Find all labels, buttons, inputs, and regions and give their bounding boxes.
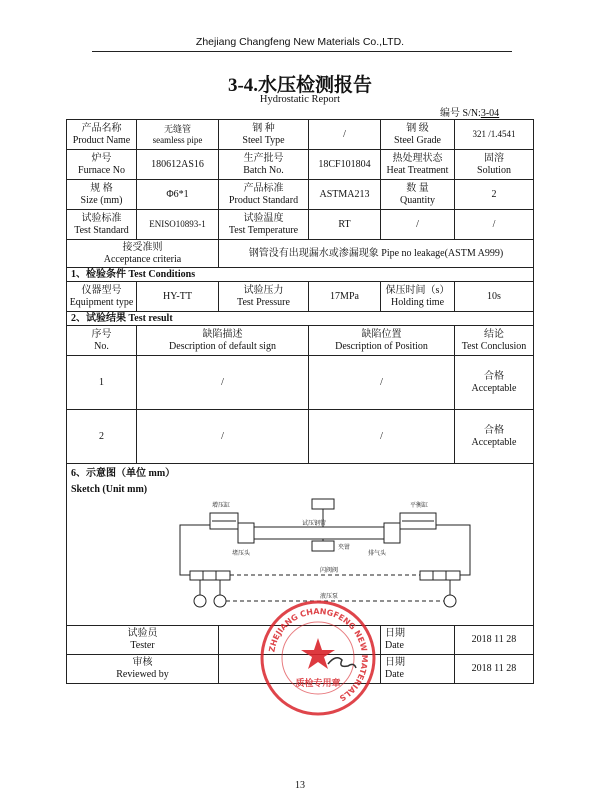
inspection-stamp	[258, 598, 378, 718]
result-position: /	[309, 356, 455, 410]
value-pressure: 17MPa	[309, 282, 381, 312]
serial-number	[440, 104, 499, 119]
info-row	[67, 120, 534, 150]
serial-label: 编号 S/N:	[440, 108, 481, 119]
test-pipe	[254, 527, 384, 539]
label-test-standard: 试验标准 Test Standard	[67, 210, 137, 240]
result-description: /	[137, 356, 309, 410]
left-pump	[194, 595, 206, 607]
right-cylinder-label: 平衡缸	[410, 502, 429, 509]
label-date: 日期 Date	[381, 626, 455, 655]
acceptance-label: 接受准则 Acceptance criteria	[67, 240, 219, 268]
value-product-name: 无缝管 seamless pipe	[137, 120, 219, 150]
header-description: 缺陷描述 Description of default sign	[137, 326, 309, 356]
left-pipe-line	[180, 525, 210, 575]
value-test-temperature: RT	[309, 210, 381, 240]
result-no: 1	[67, 356, 137, 410]
value-size: Φ6*1	[137, 180, 219, 210]
table-row	[67, 410, 534, 464]
section-row	[67, 312, 534, 326]
value-equipment: HY-TT	[137, 282, 219, 312]
stamp-ring-text: ZHEJIANG CHANGFENG NEW MATERIALS	[267, 606, 370, 703]
right-head-label: 排气头	[368, 550, 387, 557]
label-pressure: 试验压力 Test Pressure	[219, 282, 309, 312]
value-furnace-no: 180612AS16	[137, 150, 219, 180]
label-size: 规 格 Size (mm)	[67, 180, 137, 210]
acceptance-value: 钢管没有出现漏水或渗漏现象 Pipe no leakage(ASTM A999)	[219, 240, 534, 268]
section-sketch: 6、示意图（单位 mm）	[71, 468, 176, 479]
label-steel-grade: 钢 级 Steel Grade	[381, 120, 455, 150]
value-test-standard: ENISO10893-1	[137, 210, 219, 240]
info-row	[67, 150, 534, 180]
label-tester: 试验员 Tester	[67, 626, 219, 655]
pump-label: 液压泵	[320, 593, 339, 600]
value-blank: /	[381, 210, 455, 240]
right-valve	[420, 571, 460, 580]
value-steel-grade: 321 /1.4541	[455, 120, 534, 150]
section-test-conditions: 1、检验条件 Test Conditions	[67, 268, 534, 282]
left-valve	[190, 571, 230, 580]
value-blank: /	[455, 210, 534, 240]
stamp-center-text: 质检专用章	[295, 679, 341, 689]
result-no: 2	[67, 410, 137, 464]
value-product-standard: ASTMA213	[309, 180, 381, 210]
result-conclusion: 合格 Acceptable	[455, 356, 534, 410]
label-reviewer: 审核 Reviewed by	[67, 655, 219, 684]
header-position: 缺陷位置 Description of Position	[309, 326, 455, 356]
label-date: 日期 Date	[381, 655, 455, 684]
report-subtitle: Hydrostatic Report	[259, 94, 341, 105]
right-pump	[444, 595, 456, 607]
star-icon	[301, 638, 335, 669]
tester-date: 2018 11 28	[455, 626, 534, 655]
result-conclusion: 合格 Acceptable	[455, 410, 534, 464]
clamp-label: 夹钳	[338, 544, 351, 551]
serial-value: 3-04	[480, 108, 500, 119]
company-name: Zhejiang Changfeng New Materials Co.,LTD.	[195, 36, 405, 48]
label-test-temperature: 试验温度 Test Temperature	[219, 210, 309, 240]
label-quantity: 数 量 Quantity	[381, 180, 455, 210]
label-steel-type: 钢 种 Steel Type	[219, 120, 309, 150]
label-equipment: 仪器型号 Equipment type	[67, 282, 137, 312]
result-header-row	[67, 326, 534, 356]
result-position: /	[309, 410, 455, 464]
valve-label: 闪阀阀	[320, 567, 339, 574]
label-heat-treatment: 热处理状态 Heat Treatment	[381, 150, 455, 180]
pipe-label: 试压钢管	[302, 520, 327, 527]
result-description: /	[137, 410, 309, 464]
label-product-standard: 产品标准 Product Standard	[219, 180, 309, 210]
signature-mark	[328, 658, 356, 668]
label-batch-no: 生产批号 Batch No.	[219, 150, 309, 180]
value-steel-type: /	[309, 120, 381, 150]
section-row	[67, 268, 534, 282]
value-holding-time: 10s	[455, 282, 534, 312]
bottom-clamp	[312, 541, 334, 551]
value-batch-no: 18CF101804	[309, 150, 381, 180]
info-row	[67, 210, 534, 240]
info-row	[67, 180, 534, 210]
left-head-label: 堵压头	[232, 550, 251, 557]
left-cylinder-label: 增压缸	[212, 502, 231, 509]
report-title: 3-4.水压检测报告	[227, 75, 373, 96]
right-pipe-line	[436, 525, 470, 575]
section-test-result: 2、试验结果 Test result	[67, 312, 534, 326]
table-row	[67, 356, 534, 410]
page-number: 13	[295, 780, 305, 791]
top-clamp	[312, 499, 334, 509]
sketch-label: Sketch (Unit mm)	[71, 484, 148, 495]
label-holding-time: 保压时间（s） Holding time	[381, 282, 455, 312]
left-head	[238, 523, 254, 543]
right-head	[384, 523, 400, 543]
reviewer-date: 2018 11 28	[455, 655, 534, 684]
header-rule	[92, 51, 512, 52]
label-product-name: 产品名称 Product Name	[67, 120, 137, 150]
left-pump	[214, 595, 226, 607]
value-heat-treatment: 固溶 Solution	[455, 150, 534, 180]
header-conclusion: 结论 Test Conclusion	[455, 326, 534, 356]
conditions-row	[67, 282, 534, 312]
header-no: 序号 No.	[67, 326, 137, 356]
value-quantity: 2	[455, 180, 534, 210]
acceptance-row	[67, 240, 534, 268]
label-furnace-no: 炉号 Furnace No	[67, 150, 137, 180]
